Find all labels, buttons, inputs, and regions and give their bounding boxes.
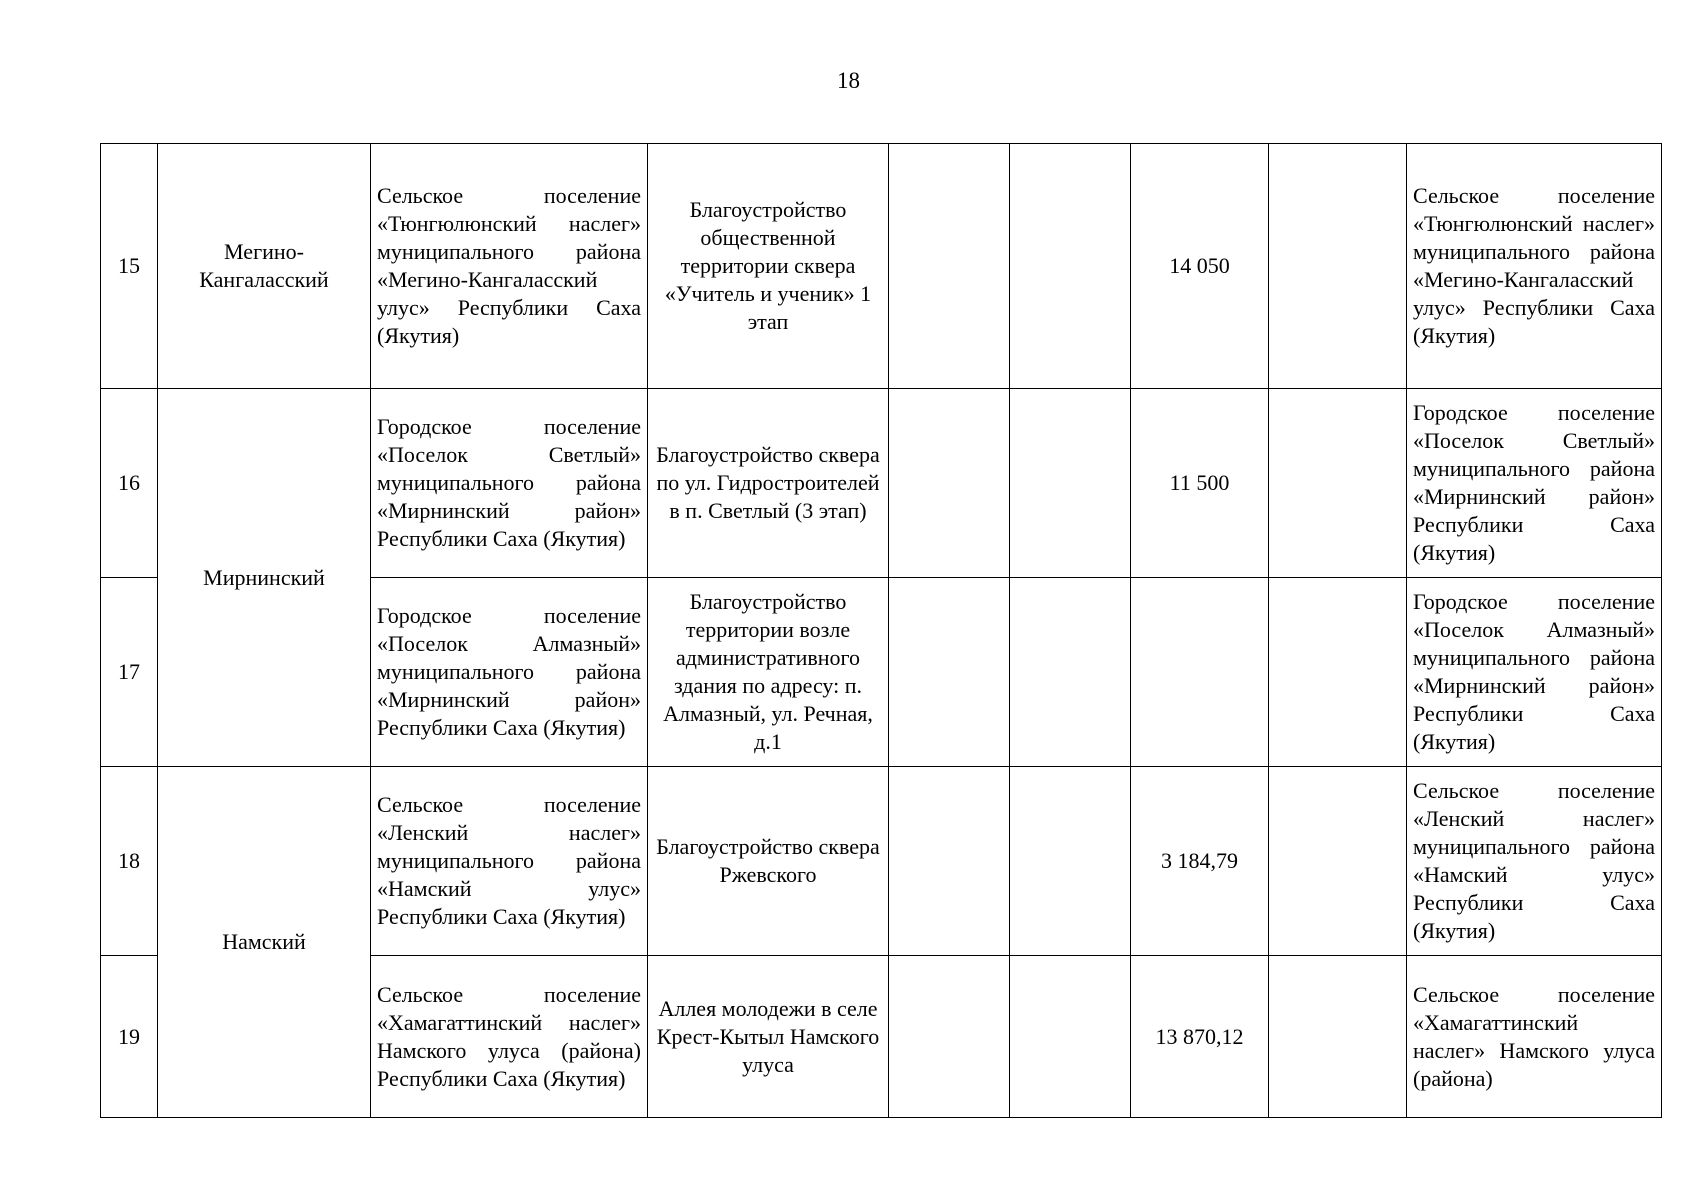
district-cell: Намский [158, 767, 371, 1118]
empty-cell [1010, 578, 1131, 767]
amount-cell [1131, 578, 1269, 767]
table-row [101, 389, 1662, 578]
municipality-cell: Сельское поселение «Хамагаттинский наслег» Намского улуса (района) Республики Саха (Якутия) [371, 956, 648, 1118]
empty-cell [889, 767, 1010, 956]
project-cell: Благоустройство сквера Ржевского [648, 767, 889, 956]
amount-cell: 3 184,79 [1131, 767, 1269, 956]
empty-cell [1269, 144, 1407, 389]
district-cell: Мегино-Кангаласский [158, 144, 371, 389]
amount-cell: 14 050 [1131, 144, 1269, 389]
district-cell: Мирнинский [158, 389, 371, 767]
amount-cell: 13 870,12 [1131, 956, 1269, 1118]
empty-cell [1269, 578, 1407, 767]
row-number: 19 [101, 956, 158, 1118]
page-number: 18 [837, 68, 860, 93]
row-number: 18 [101, 767, 158, 956]
empty-cell [1010, 389, 1131, 578]
owner-cell: Сельское поселение «Ленский наслег» муниципального района «Намский улус» Республики Саха (Якутия) [1407, 767, 1662, 956]
project-cell: Благоустройство общественной территории сквера «Учитель и ученик» 1 этап [648, 144, 889, 389]
table-row [101, 767, 1662, 956]
empty-cell [1269, 389, 1407, 578]
project-cell: Благоустройство сквера по ул. Гидростроителей в п. Светлый (3 этап) [648, 389, 889, 578]
empty-cell [1010, 956, 1131, 1118]
empty-cell [1269, 767, 1407, 956]
empty-cell [889, 578, 1010, 767]
empty-cell [1269, 956, 1407, 1118]
municipality-cell: Городское поселение «Поселок Светлый» муниципального района «Мирнинский район» Республики Саха (Якутия) [371, 389, 648, 578]
owner-cell: Городское поселение «Поселок Светлый» муниципального района «Мирнинский район» Республики Саха (Якутия) [1407, 389, 1662, 578]
empty-cell [1010, 767, 1131, 956]
municipality-cell: Городское поселение «Поселок Алмазный» муниципального района «Мирнинский район» Республики Саха (Якутия) [371, 578, 648, 767]
municipality-cell: Сельское поселение «Ленский наслег» муниципального района «Намский улус» Республики Саха (Якутия) [371, 767, 648, 956]
owner-cell: Городское поселение «Поселок Алмазный» муниципального района «Мирнинский район» Республики Саха (Якутия) [1407, 578, 1662, 767]
projects-table [100, 143, 1662, 1118]
row-number: 17 [101, 578, 158, 767]
amount-cell: 11 500 [1131, 389, 1269, 578]
municipality-cell: Сельское поселение «Тюнгюлюнский наслег» муниципального района «Мегино-Кангаласский улус» Республики Саха (Якутия) [371, 144, 648, 389]
table-row [101, 144, 1662, 389]
empty-cell [889, 144, 1010, 389]
empty-cell [889, 956, 1010, 1118]
empty-cell [1010, 144, 1131, 389]
row-number: 16 [101, 389, 158, 578]
owner-cell: Сельское поселение «Хамагаттинский наслег» Намского улуса (района) [1407, 956, 1662, 1118]
project-cell: Аллея молодежи в селе Крест-Кытыл Намского улуса [648, 956, 889, 1118]
owner-cell: Сельское поселение «Тюнгюлюнский наслег» муниципального района «Мегино-Кангаласский улус» Республики Саха (Якутия) [1407, 144, 1662, 389]
project-cell: Благоустройство территории возле административного здания по адресу: п. Алмазный, ул. Речная, д.1 [648, 578, 889, 767]
empty-cell [889, 389, 1010, 578]
row-number: 15 [101, 144, 158, 389]
